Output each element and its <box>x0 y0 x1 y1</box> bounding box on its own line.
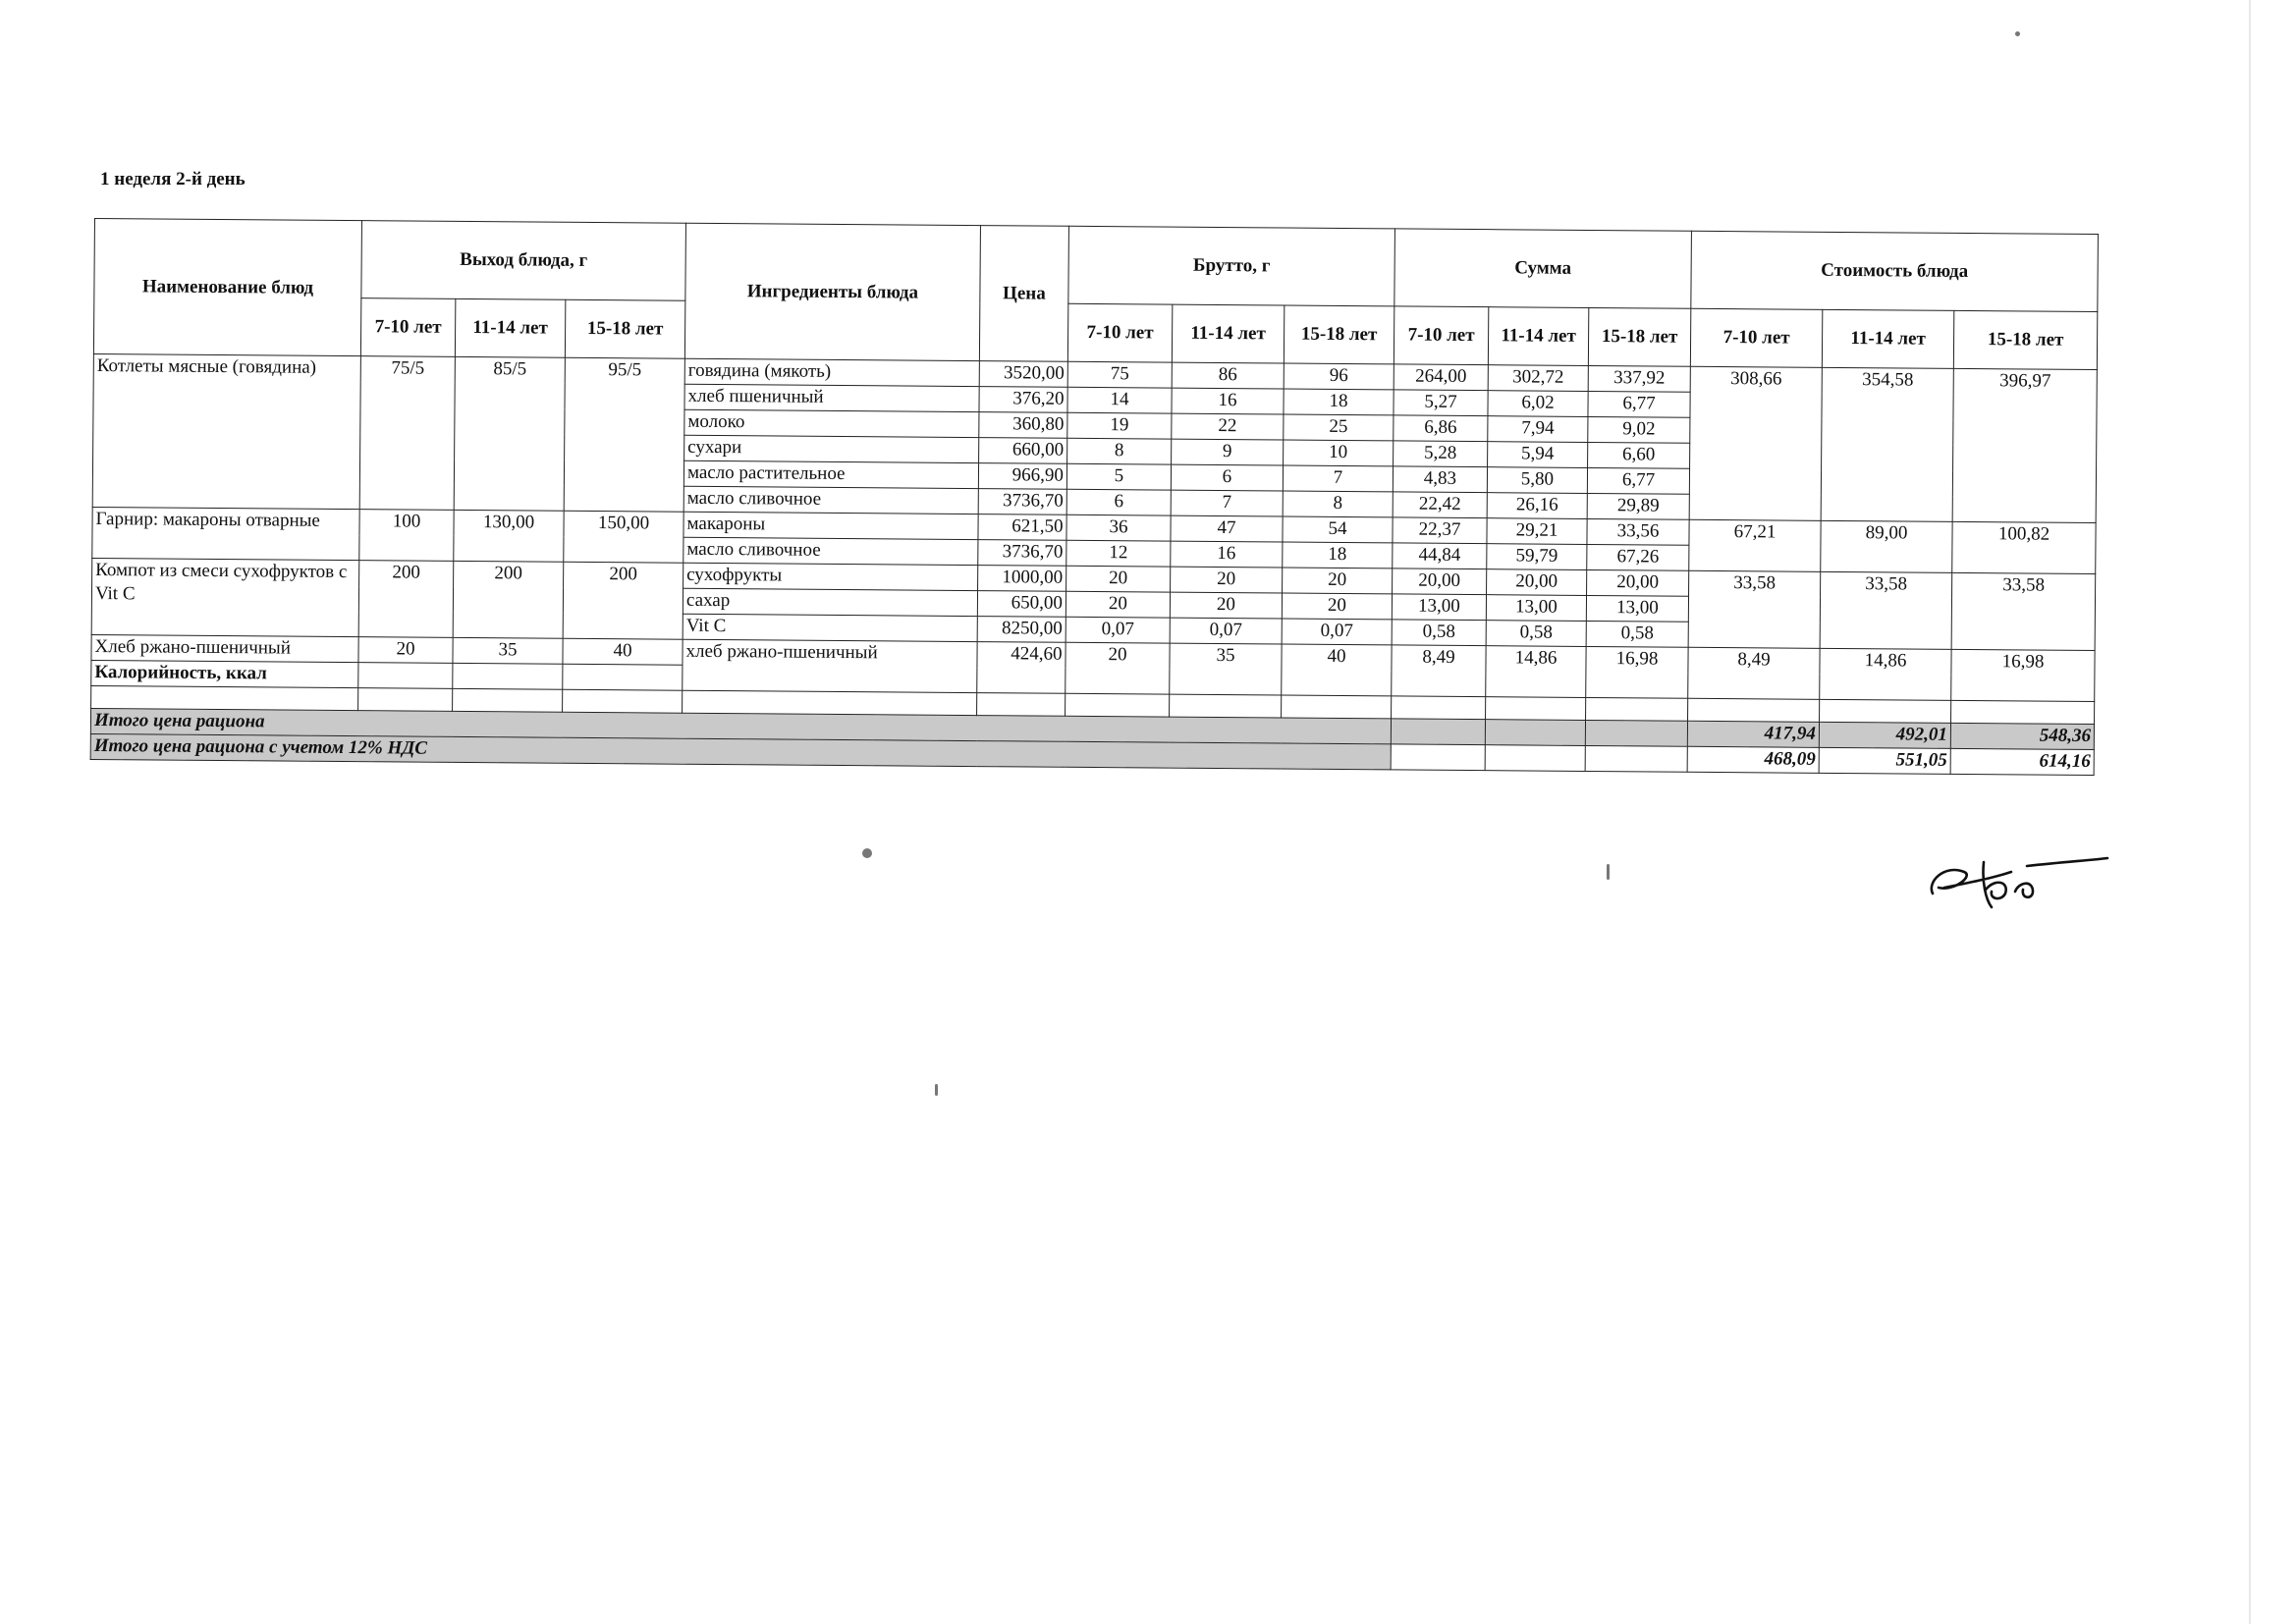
header-sum-age-7-10: 7-10 лет <box>1394 306 1488 365</box>
gross-value: 35 <box>1170 643 1282 695</box>
total-value: 417,94 <box>1687 721 1819 747</box>
cost-value: 396,97 <box>1952 368 2097 522</box>
ingredient-name: сухари <box>684 435 979 462</box>
sum-value: 14,86 <box>1486 646 1586 698</box>
sum-value: 20,00 <box>1587 569 1689 596</box>
gross-value: 20 <box>1170 592 1282 619</box>
gross-value: 20 <box>1171 567 1283 593</box>
header-gross-age-15-18: 15-18 лет <box>1284 305 1394 364</box>
ingredient-name: сахар <box>683 588 977 616</box>
dish-name: Гарнир: макароны отварные <box>92 507 359 560</box>
dish-output: 200 <box>358 561 454 638</box>
empty-cell <box>1688 698 1820 722</box>
cost-value: 16,98 <box>1951 649 2095 701</box>
ingredient-price: 3736,70 <box>978 540 1066 567</box>
document-title: 1 неделя 2-й день <box>100 169 246 189</box>
empty-cell <box>453 663 563 689</box>
total-vat-label: Итого цена рациона с учетом 12% НДС <box>90 733 1391 769</box>
header-sum: Сумма <box>1394 229 1692 308</box>
empty-cell <box>1170 694 1282 718</box>
ingredient-name: масло сливочное <box>683 537 978 565</box>
cost-value: 33,58 <box>1688 570 1821 648</box>
dish-output: 200 <box>453 561 564 638</box>
total-value: 548,36 <box>1950 723 2094 749</box>
sum-value: 20,00 <box>1393 568 1487 595</box>
page-edge <box>2249 0 2251 1624</box>
empty-cell <box>683 690 977 715</box>
gross-value: 40 <box>1282 644 1392 696</box>
gross-value: 0,07 <box>1066 617 1170 643</box>
dish-output: 40 <box>563 638 683 665</box>
empty-cell <box>1586 697 1688 721</box>
dish-output: 20 <box>358 637 453 664</box>
sum-value: 6,77 <box>1588 391 1690 417</box>
dish-output: 130,00 <box>454 510 564 562</box>
cost-value: 33,58 <box>1820 571 1952 649</box>
ingredient-price: 424,60 <box>977 642 1066 694</box>
scan-speck <box>1607 864 1610 880</box>
empty-cell <box>358 663 453 689</box>
gross-value: 19 <box>1067 412 1172 439</box>
sum-value: 0,58 <box>1392 620 1486 646</box>
gross-value: 20 <box>1066 566 1171 592</box>
gross-value: 20 <box>1066 642 1170 694</box>
sum-value: 5,27 <box>1394 390 1488 416</box>
sum-value: 0,58 <box>1486 621 1586 647</box>
ingredient-price: 621,50 <box>978 514 1066 541</box>
dish-output: 200 <box>563 562 683 639</box>
sum-value: 13,00 <box>1392 594 1486 621</box>
gross-value: 75 <box>1067 361 1172 388</box>
gross-value: 22 <box>1172 413 1284 440</box>
dish-output: 75/5 <box>359 356 455 511</box>
scan-speck <box>2015 31 2020 36</box>
scan-speck <box>935 1084 938 1096</box>
gross-value: 0,07 <box>1282 619 1392 645</box>
header-output: Выход блюда, г <box>361 221 686 301</box>
empty-cell <box>358 688 453 712</box>
header-output-age-15-18: 15-18 лет <box>565 299 684 358</box>
sum-value: 16,98 <box>1586 646 1688 698</box>
ingredient-name: говядина (мякоть) <box>684 358 979 386</box>
empty-cell <box>1820 699 1951 723</box>
gross-value: 14 <box>1067 387 1172 413</box>
total-vat-value: 614,16 <box>1950 748 2094 775</box>
ingredient-price: 8250,00 <box>977 617 1066 643</box>
sum-value: 20,00 <box>1487 569 1587 596</box>
sum-value: 13,00 <box>1486 595 1586 622</box>
header-sum-age-15-18: 15-18 лет <box>1588 307 1690 366</box>
empty-cell <box>563 664 683 690</box>
gross-value: 6 <box>1066 489 1171 515</box>
ingredient-price: 660,00 <box>979 438 1067 464</box>
gross-value: 6 <box>1171 464 1283 491</box>
ingredient-name: сухофрукты <box>683 563 978 590</box>
cost-value: 100,82 <box>1952 521 2096 573</box>
sum-value: 33,56 <box>1587 518 1689 545</box>
gross-value: 12 <box>1066 540 1171 567</box>
total-vat-value: 551,05 <box>1819 747 1950 774</box>
total-label: Итого цена рациона <box>90 708 1391 743</box>
empty-cell <box>91 685 358 710</box>
sum-value: 13,00 <box>1586 595 1688 622</box>
calories-label: Калорийность, ккал <box>91 660 358 687</box>
empty-cell <box>1392 696 1486 720</box>
ingredient-name: макароны <box>683 512 978 539</box>
gross-value: 20 <box>1282 593 1392 620</box>
menu-table <box>90 218 2099 776</box>
header-gross-age-7-10: 7-10 лет <box>1067 303 1172 362</box>
empty-cell <box>1391 744 1485 771</box>
ingredient-name: Vit C <box>683 614 977 641</box>
ingredient-name: масло растительное <box>683 460 978 488</box>
gross-value: 5 <box>1066 463 1171 490</box>
empty-cell <box>563 689 683 713</box>
ingredient-price: 360,80 <box>979 412 1067 439</box>
total-value: 492,01 <box>1819 722 1950 748</box>
sum-value: 9,02 <box>1588 416 1690 443</box>
ingredient-price: 650,00 <box>977 591 1066 618</box>
header-cost: Стоимость блюда <box>1691 231 2099 311</box>
sum-value: 7,94 <box>1488 416 1588 443</box>
dish-output: 35 <box>453 637 563 664</box>
empty-cell <box>1282 695 1392 719</box>
header-gross: Брутто, г <box>1068 226 1395 306</box>
ingredient-price: 376,20 <box>979 387 1067 413</box>
dish-output: 85/5 <box>454 356 565 511</box>
header-cost-age-11-14: 11-14 лет <box>1822 309 1953 368</box>
gross-value: 16 <box>1172 388 1284 414</box>
ingredient-price: 966,90 <box>978 463 1066 490</box>
empty-cell <box>1066 693 1170 717</box>
sum-value: 5,80 <box>1487 467 1587 494</box>
sum-value: 0,58 <box>1586 621 1688 647</box>
empty-cell <box>1485 720 1585 746</box>
sum-value: 6,77 <box>1587 467 1689 494</box>
sum-value: 264,00 <box>1394 364 1488 391</box>
sum-value: 6,86 <box>1394 415 1488 442</box>
empty-cell <box>1391 719 1485 745</box>
sum-value: 5,28 <box>1394 441 1488 467</box>
cost-value: 308,66 <box>1689 366 1822 520</box>
sum-value: 5,94 <box>1488 442 1588 468</box>
header-price: Цена <box>979 226 1068 362</box>
empty-cell <box>977 693 1066 717</box>
ingredient-name: хлеб пшеничный <box>684 384 979 411</box>
gross-value: 96 <box>1284 363 1394 390</box>
dish-name: Компот из смеси сухофруктов с Vit C <box>91 558 359 636</box>
sum-value: 4,83 <box>1393 466 1487 493</box>
header-cost-age-7-10: 7-10 лет <box>1690 308 1822 367</box>
sum-value: 59,79 <box>1487 544 1587 570</box>
gross-value: 47 <box>1171 515 1283 542</box>
ingredient-price: 1000,00 <box>978 566 1066 592</box>
sum-value: 8,49 <box>1392 645 1486 697</box>
sum-value: 302,72 <box>1488 365 1588 392</box>
ingredient-name: хлеб ржано-пшеничный <box>683 639 977 692</box>
gross-value: 54 <box>1283 516 1393 543</box>
gross-value: 86 <box>1172 362 1284 389</box>
sum-value: 22,42 <box>1393 492 1487 518</box>
empty-cell <box>1486 697 1586 721</box>
gross-value: 16 <box>1171 541 1283 568</box>
header-cost-age-15-18: 15-18 лет <box>1953 310 2097 369</box>
sum-value: 6,02 <box>1488 391 1588 417</box>
gross-value: 0,07 <box>1170 618 1282 644</box>
cost-value: 354,58 <box>1821 367 1953 521</box>
gross-value: 8 <box>1283 491 1393 517</box>
gross-value: 8 <box>1067 438 1172 464</box>
header-output-age-11-14: 11-14 лет <box>455 298 565 357</box>
scan-speck <box>862 848 872 858</box>
sum-value: 29,21 <box>1487 518 1587 545</box>
cost-value: 8,49 <box>1688 647 1820 699</box>
sum-value: 26,16 <box>1487 493 1587 519</box>
header-gross-age-11-14: 11-14 лет <box>1172 304 1284 363</box>
header-output-age-7-10: 7-10 лет <box>360 298 455 357</box>
sum-value: 44,84 <box>1393 543 1487 569</box>
sum-value: 6,60 <box>1588 442 1690 468</box>
gross-value: 18 <box>1284 389 1394 415</box>
handwritten-signature <box>1925 842 2111 921</box>
ingredient-price: 3520,00 <box>979 361 1067 388</box>
empty-cell <box>1485 745 1585 772</box>
dish-name: Хлеб ржано-пшеничный <box>91 634 358 662</box>
ingredient-name: масло сливочное <box>683 486 978 514</box>
cost-value: 89,00 <box>1821 520 1952 572</box>
header-ingredients: Ингредиенты блюда <box>684 223 980 360</box>
empty-cell <box>453 688 563 712</box>
gross-value: 25 <box>1284 414 1394 441</box>
empty-cell <box>1585 745 1687 772</box>
gross-value: 20 <box>1283 568 1393 594</box>
gross-value: 7 <box>1283 465 1393 492</box>
ingredient-price: 3736,70 <box>978 489 1066 515</box>
cost-value: 33,58 <box>1951 572 2096 650</box>
header-dish-name: Наименование блюд <box>93 219 361 356</box>
empty-cell <box>1585 720 1687 746</box>
gross-value: 10 <box>1284 440 1394 466</box>
sum-value: 67,26 <box>1587 544 1689 570</box>
empty-cell <box>1951 700 2095 724</box>
dish-output: 150,00 <box>564 511 683 563</box>
dish-output: 100 <box>359 510 454 562</box>
header-sum-age-11-14: 11-14 лет <box>1488 307 1588 366</box>
sum-value: 29,89 <box>1587 493 1689 519</box>
dish-name: Котлеты мясные (говядина) <box>92 353 360 509</box>
gross-value: 9 <box>1172 439 1284 465</box>
gross-value: 18 <box>1283 542 1393 568</box>
gross-value: 36 <box>1066 514 1171 541</box>
ingredient-name: молоко <box>684 409 979 437</box>
sum-value: 22,37 <box>1393 517 1487 544</box>
cost-value: 14,86 <box>1820 648 1951 700</box>
gross-value: 7 <box>1171 490 1283 516</box>
gross-value: 20 <box>1066 591 1170 618</box>
sum-value: 337,92 <box>1588 365 1690 392</box>
total-vat-value: 468,09 <box>1687 746 1819 773</box>
cost-value: 67,21 <box>1689 519 1821 571</box>
dish-output: 95/5 <box>564 357 684 512</box>
